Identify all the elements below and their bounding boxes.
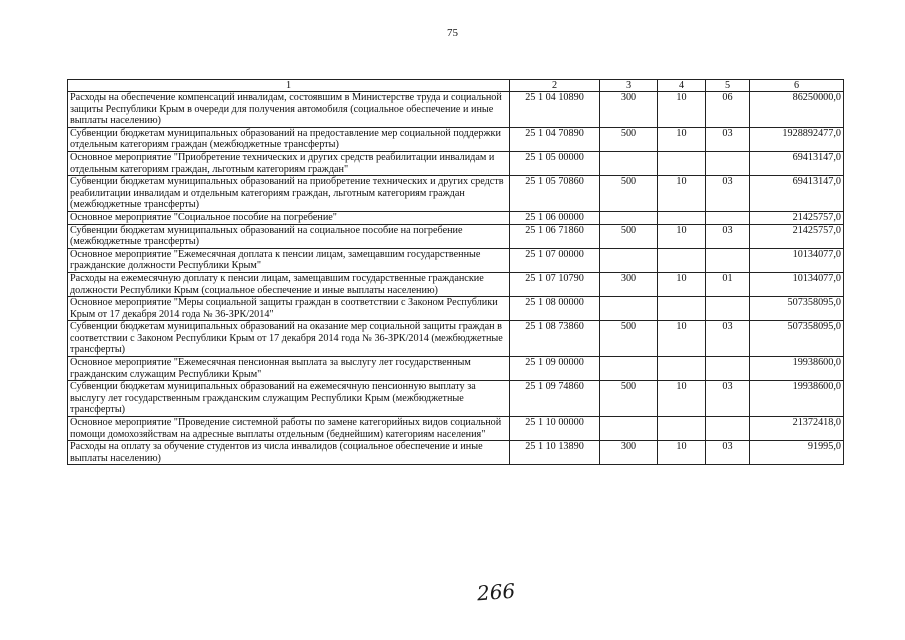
row-type-cell: 500 xyxy=(600,381,658,417)
row-name-cell: Расходы на обеспечение компенсаций инвалидам, состоявшим в Министерстве труда и социальной защиты Республики Крым в очереди для получения автомобиля (социальное обеспечение и иные выплаты населению) xyxy=(68,92,510,128)
table-row xyxy=(68,248,844,272)
row-amount-cell: 19938600,0 xyxy=(750,357,844,381)
row-subsection-cell xyxy=(706,297,750,321)
row-name-cell: Субвенции бюджетам муниципальных образований на социальное пособие на погребение (межбюджетные трансферты) xyxy=(68,224,510,248)
row-name-cell: Основное мероприятие "Социальное пособие на погребение" xyxy=(68,211,510,224)
row-subsection-cell xyxy=(706,151,750,175)
table-row xyxy=(68,297,844,321)
row-amount-cell: 21372418,0 xyxy=(750,417,844,441)
row-amount-cell: 1928892477,0 xyxy=(750,127,844,151)
row-subsection-cell xyxy=(706,248,750,272)
row-name-cell: Основное мероприятие "Приобретение технических и других средств реабилитации инвалидам и отдельным категориям граждан, льготным категориям граждан" xyxy=(68,151,510,175)
table-row xyxy=(68,441,844,465)
table-row xyxy=(68,211,844,224)
column-header: 5 xyxy=(706,80,750,92)
row-amount-cell: 91995,0 xyxy=(750,441,844,465)
table-row xyxy=(68,381,844,417)
row-section-cell xyxy=(658,357,706,381)
row-name-cell: Расходы на ежемесячную доплату к пенсии лицам, замещавшим государственные гражданские должности Республики Крым (социальное обеспечение и иные выплаты населению) xyxy=(68,272,510,296)
row-name-cell: Основное мероприятие "Ежемесячная пенсионная выплата за выслугу лет государственным гражданским служащим Республики Крым" xyxy=(68,357,510,381)
row-type-cell: 500 xyxy=(600,321,658,357)
row-code-cell: 25 1 10 13890 xyxy=(510,441,600,465)
row-code-cell: 25 1 05 00000 xyxy=(510,151,600,175)
row-section-cell: 10 xyxy=(658,321,706,357)
table-row xyxy=(68,272,844,296)
row-type-cell xyxy=(600,211,658,224)
row-section-cell xyxy=(658,151,706,175)
column-header: 1 xyxy=(68,80,510,92)
row-subsection-cell xyxy=(706,211,750,224)
row-type-cell xyxy=(600,357,658,381)
row-type-cell: 300 xyxy=(600,272,658,296)
row-subsection-cell: 03 xyxy=(706,441,750,465)
row-name-cell: Субвенции бюджетам муниципальных образований на оказание мер социальной защиты граждан в соответствии с Законом Республики Крым от 17 декабря 2014 года № 36-ЗРК/2014 (межбюджетные трансферты) xyxy=(68,321,510,357)
row-section-cell: 10 xyxy=(658,176,706,212)
row-section-cell: 10 xyxy=(658,127,706,151)
row-subsection-cell: 03 xyxy=(706,176,750,212)
row-code-cell: 25 1 04 10890 xyxy=(510,92,600,128)
budget-table xyxy=(67,79,844,465)
column-header: 4 xyxy=(658,80,706,92)
table-row xyxy=(68,321,844,357)
table-row xyxy=(68,92,844,128)
row-section-cell xyxy=(658,211,706,224)
row-name-cell: Расходы на оплату за обучение студентов из числа инвалидов (социальное обеспечение и иные выплаты населению) xyxy=(68,441,510,465)
row-section-cell xyxy=(658,248,706,272)
row-type-cell: 500 xyxy=(600,224,658,248)
row-amount-cell: 86250000,0 xyxy=(750,92,844,128)
row-type-cell: 300 xyxy=(600,441,658,465)
row-amount-cell: 507358095,0 xyxy=(750,297,844,321)
table-header-row xyxy=(68,80,844,92)
row-name-cell: Субвенции бюджетам муниципальных образований на ежемесячную пенсионную выплату за выслугу лет государственным гражданским служащим Республики Крым (межбюджетные трансферты) xyxy=(68,381,510,417)
row-code-cell: 25 1 09 74860 xyxy=(510,381,600,417)
row-subsection-cell: 06 xyxy=(706,92,750,128)
table-row xyxy=(68,357,844,381)
handwritten-signature: 266 xyxy=(476,578,516,606)
row-code-cell: 25 1 04 70890 xyxy=(510,127,600,151)
row-amount-cell: 19938600,0 xyxy=(750,381,844,417)
row-type-cell xyxy=(600,151,658,175)
table-row xyxy=(68,151,844,175)
row-name-cell: Основное мероприятие "Ежемесячная доплата к пенсии лицам, замещавшим государственные гражданские должности Республики Крым" xyxy=(68,248,510,272)
row-code-cell: 25 1 07 00000 xyxy=(510,248,600,272)
row-code-cell: 25 1 08 73860 xyxy=(510,321,600,357)
column-header: 6 xyxy=(750,80,844,92)
row-section-cell xyxy=(658,417,706,441)
row-code-cell: 25 1 06 00000 xyxy=(510,211,600,224)
row-code-cell: 25 1 10 00000 xyxy=(510,417,600,441)
row-code-cell: 25 1 05 70860 xyxy=(510,176,600,212)
row-subsection-cell: 03 xyxy=(706,321,750,357)
row-type-cell xyxy=(600,417,658,441)
row-section-cell xyxy=(658,297,706,321)
table-row xyxy=(68,127,844,151)
row-section-cell: 10 xyxy=(658,92,706,128)
row-code-cell: 25 1 07 10790 xyxy=(510,272,600,296)
row-amount-cell: 69413147,0 xyxy=(750,151,844,175)
row-subsection-cell: 03 xyxy=(706,127,750,151)
row-amount-cell: 21425757,0 xyxy=(750,211,844,224)
column-header: 3 xyxy=(600,80,658,92)
row-code-cell: 25 1 08 00000 xyxy=(510,297,600,321)
row-amount-cell: 10134077,0 xyxy=(750,272,844,296)
row-type-cell: 300 xyxy=(600,92,658,128)
row-name-cell: Субвенции бюджетам муниципальных образований на предоставление мер социальной поддержки отдельным категориям граждан (межбюджетные трансферты) xyxy=(68,127,510,151)
row-code-cell: 25 1 06 71860 xyxy=(510,224,600,248)
table-row xyxy=(68,224,844,248)
table-row xyxy=(68,417,844,441)
row-type-cell xyxy=(600,297,658,321)
row-type-cell xyxy=(600,248,658,272)
row-subsection-cell: 01 xyxy=(706,272,750,296)
row-subsection-cell xyxy=(706,417,750,441)
page-number: 75 xyxy=(447,27,458,39)
row-name-cell: Основное мероприятие "Проведение системной работы по замене категорийных видов социальной помощи домохозяйствам на адресные выплаты отдельным (беднейшим) категориям населения" xyxy=(68,417,510,441)
row-subsection-cell: 03 xyxy=(706,381,750,417)
row-section-cell: 10 xyxy=(658,441,706,465)
column-header: 2 xyxy=(510,80,600,92)
row-amount-cell: 21425757,0 xyxy=(750,224,844,248)
row-type-cell: 500 xyxy=(600,176,658,212)
row-name-cell: Основное мероприятие "Меры социальной защиты граждан в соответствии с Законом Республики Крым от 17 декабря 2014 года № 36-ЗРК/2014" xyxy=(68,297,510,321)
row-code-cell: 25 1 09 00000 xyxy=(510,357,600,381)
row-amount-cell: 69413147,0 xyxy=(750,176,844,212)
row-subsection-cell xyxy=(706,357,750,381)
row-section-cell: 10 xyxy=(658,224,706,248)
row-type-cell: 500 xyxy=(600,127,658,151)
row-section-cell: 10 xyxy=(658,272,706,296)
row-amount-cell: 10134077,0 xyxy=(750,248,844,272)
row-section-cell: 10 xyxy=(658,381,706,417)
row-name-cell: Субвенции бюджетам муниципальных образований на приобретение технических и других средств реабилитации инвалидам и отдельным категориям граждан, льготным категориям граждан (межбюджетные трансферты) xyxy=(68,176,510,212)
row-amount-cell: 507358095,0 xyxy=(750,321,844,357)
table-row xyxy=(68,176,844,212)
row-subsection-cell: 03 xyxy=(706,224,750,248)
